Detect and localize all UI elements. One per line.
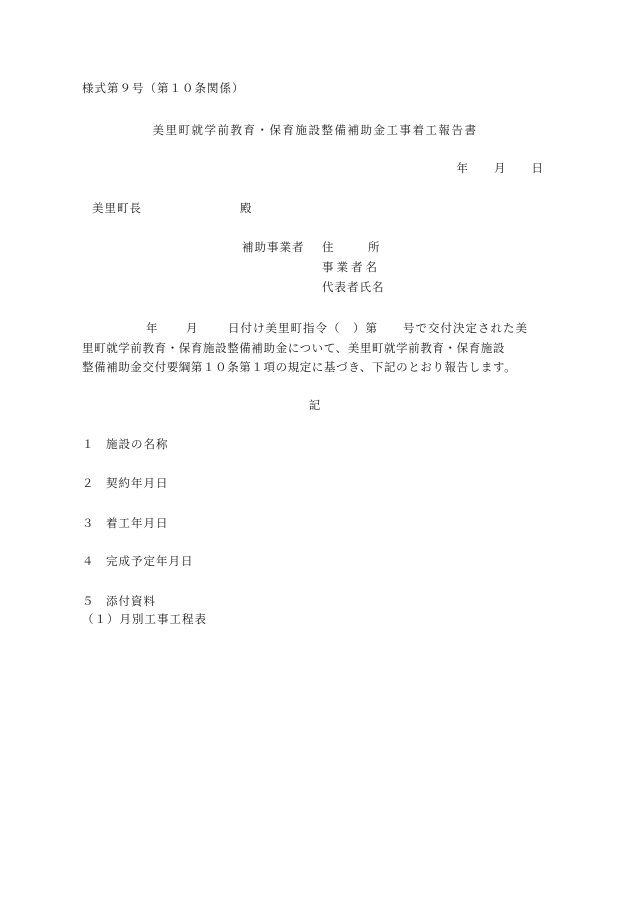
body-year: 年 [146, 321, 159, 335]
list-item [82, 553, 194, 569]
form-number: 様式第９号（第１０条関係） [82, 81, 245, 95]
field-representative-label: 代表者氏名 [322, 280, 385, 294]
document-title: 美里町就学前教育・保育施設整備補助金工事着工報告書 [152, 123, 478, 137]
applicant-label: 補助事業者 [242, 240, 305, 254]
field-business-name-label: 事業者名 [322, 260, 380, 274]
item-label: 施設の名称 [106, 437, 169, 451]
item-label: 完成予定年月日 [106, 554, 194, 568]
list-item [82, 593, 156, 609]
body-month: 月 [186, 321, 199, 335]
body-paragraph-line-2: 里町就学前教育・保育施設整備補助金について、美里町就学前教育・保育施設 [82, 341, 506, 355]
item-number: １ [82, 437, 95, 451]
ki-heading: 記 [308, 398, 322, 412]
list-item [82, 475, 169, 491]
item-number: ２ [82, 476, 95, 490]
field-address-label: 住 所 [322, 240, 380, 254]
list-item [82, 515, 169, 531]
body-paragraph-line-3: 整備補助金交付要綱第１０条第１項の規定に基づき、下記のとおり報告します。 [82, 360, 517, 374]
item-label: 添付資料 [106, 594, 156, 608]
addressee: 美里町長 [92, 201, 142, 215]
body-line1-rest: 日付け美里町指令（ ）第 号で交付決定された美 [228, 321, 528, 335]
item-number: ４ [82, 554, 95, 568]
item-number: ３ [82, 516, 95, 530]
date-line: 年 月 日 [456, 161, 544, 175]
list-item [82, 436, 169, 452]
sub-item: （１）月別工事工程表 [82, 612, 207, 626]
item-label: 契約年月日 [106, 476, 169, 490]
item-label: 着工年月日 [106, 516, 169, 530]
honorific: 殿 [240, 201, 253, 215]
item-number: ５ [82, 594, 95, 608]
